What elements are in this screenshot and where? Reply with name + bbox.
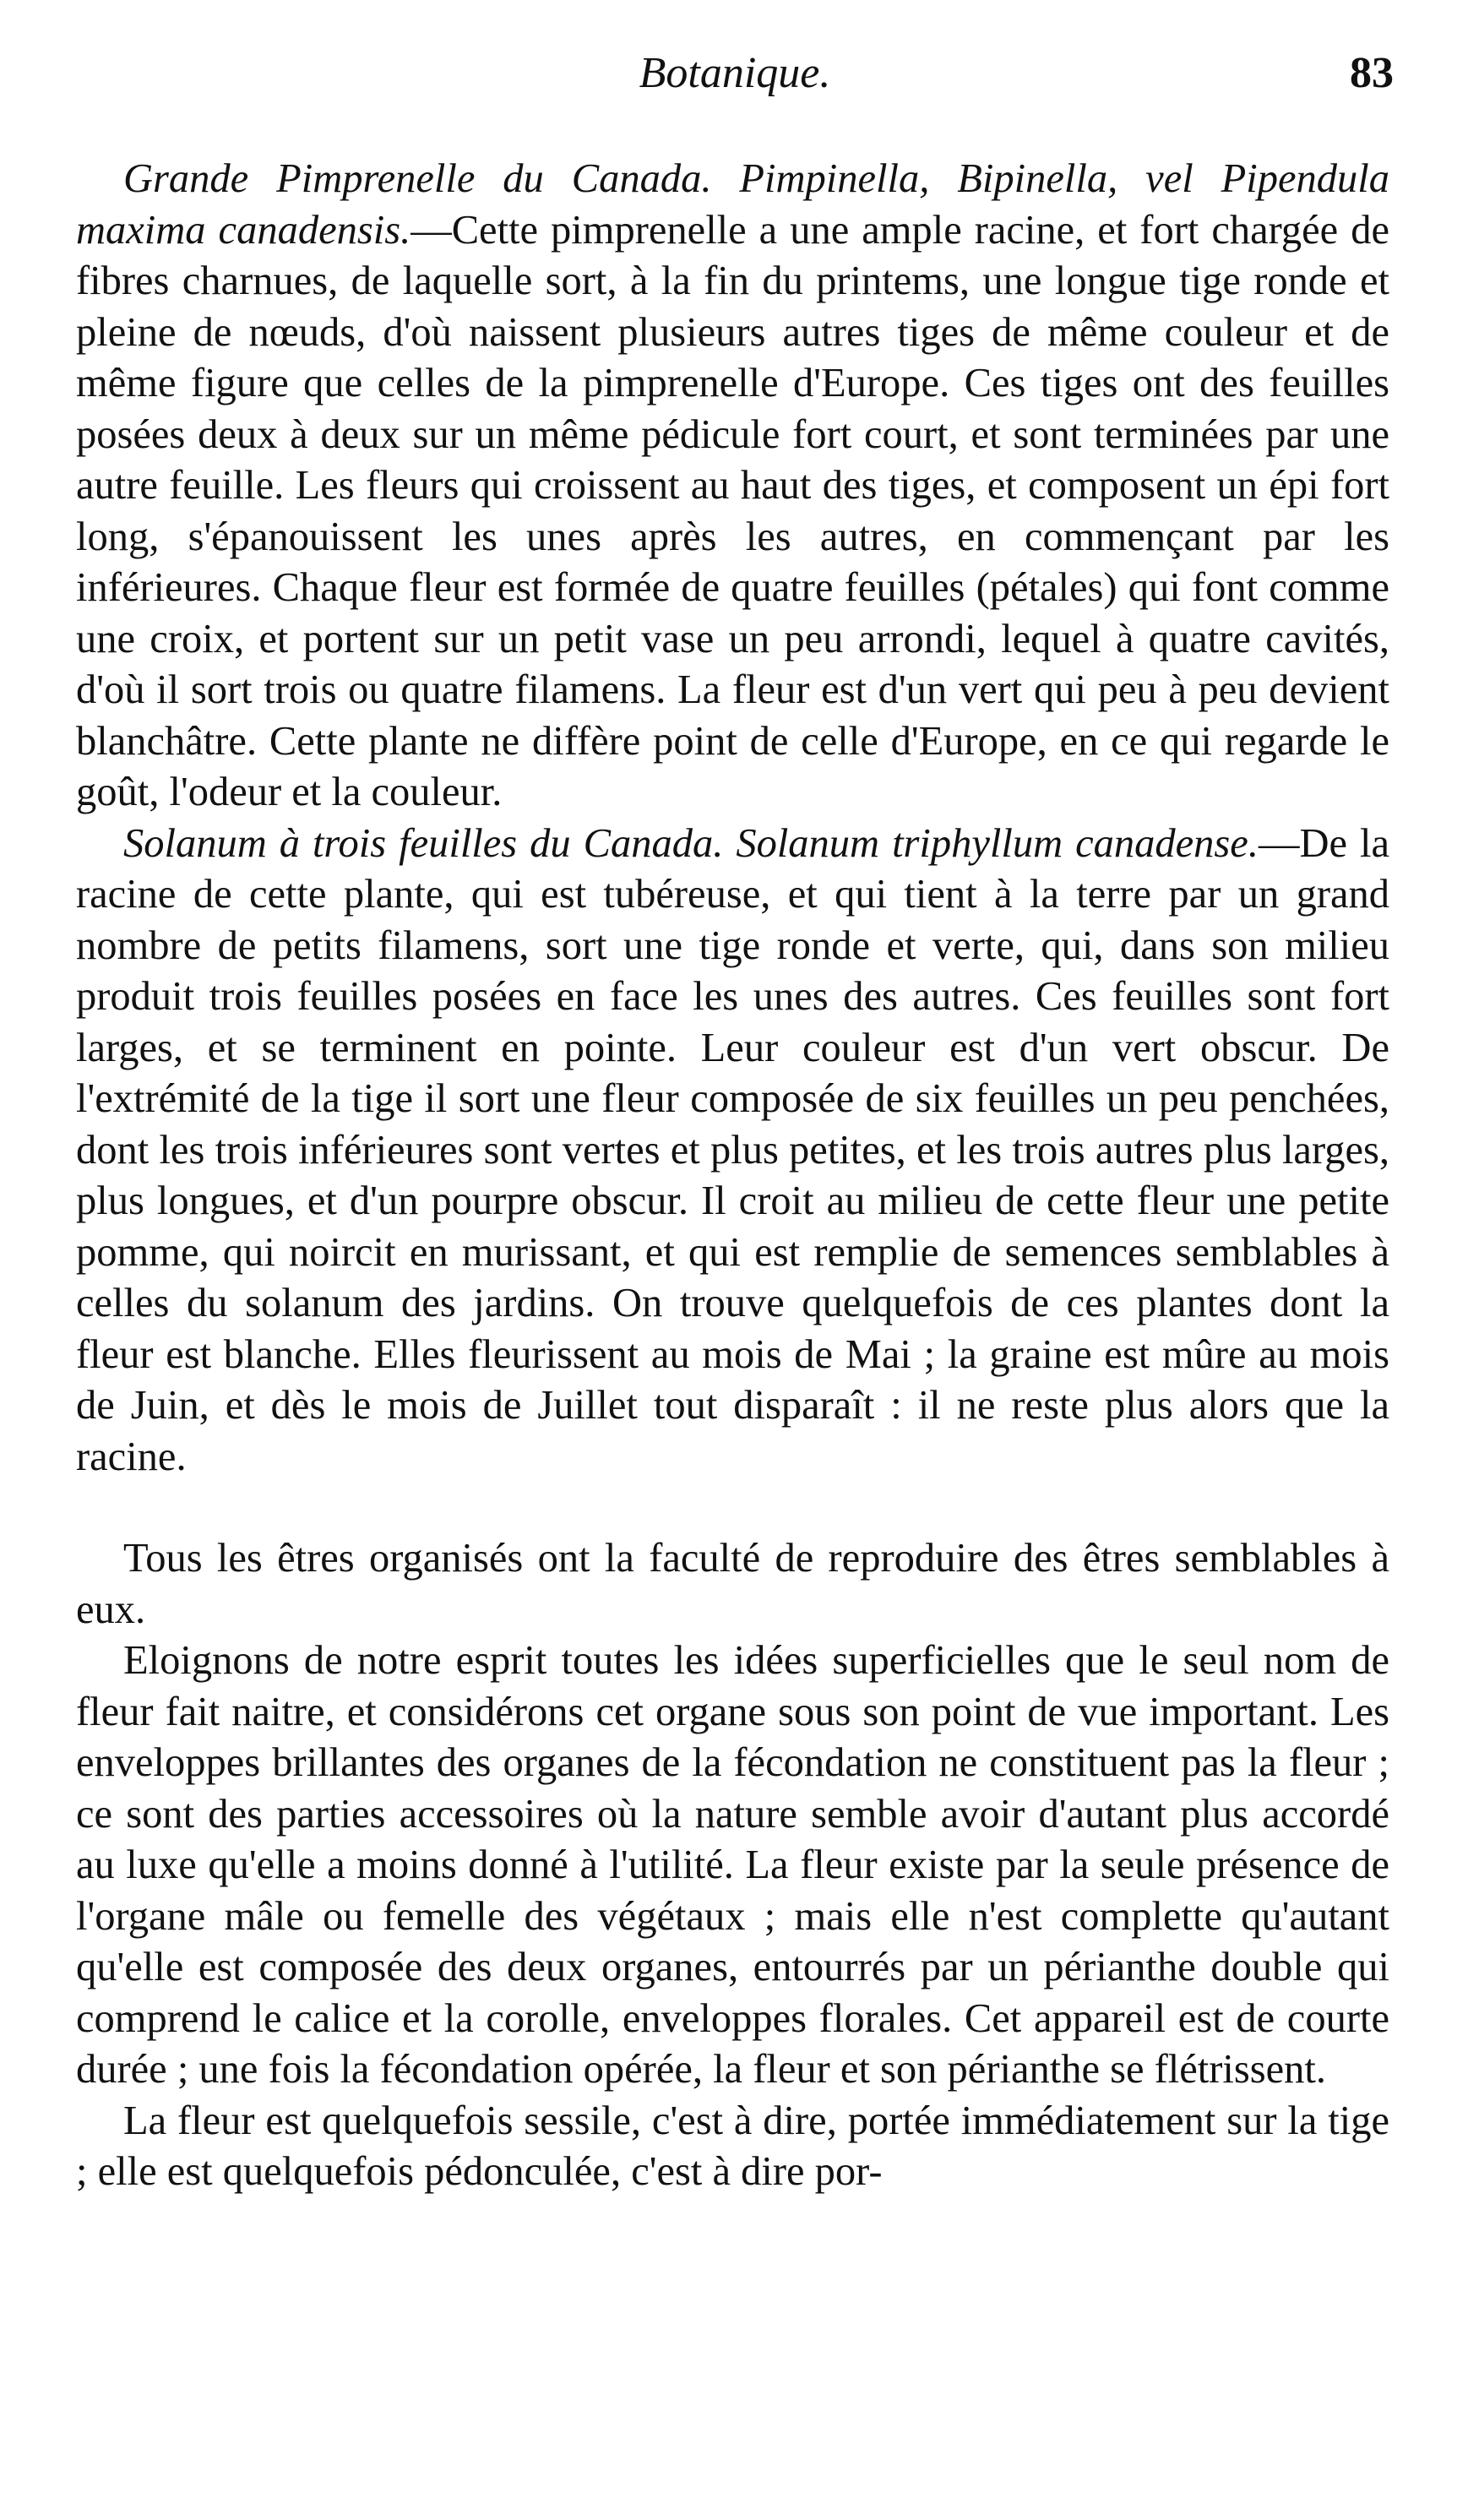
page-number: 83 — [1350, 49, 1394, 97]
paragraph-etres-organises — [76, 1533, 1389, 1636]
paragraph-lead-italic: Grande Pimprenelle du Canada. Pimpinella, Bipinella, vel Pipendula maxima canadensis. — [76, 156, 1389, 253]
paragraph-fleur-sessile — [76, 2096, 1389, 2198]
paragraph-lead-italic: Solanum à trois feuilles du Canada. Solanum triphyllum canadense. — [123, 820, 1259, 866]
paragraph-body: —De la racine de cette plante, qui est tubéreuse, et qui tient à la terre par un grand nombre de petits filamens, sort une tige ronde et verte, qui, dans son milieu produit trois feuilles posées en face les unes des autres. Ces feuilles sont fort larges, et se terminent en pointe. Leur couleur est d'un vert obscur. De l'extrémité de la tige il sort une fleur composée de six feuilles un peu penchées, dont les trois inférieures sont vertes et plus petites, et les trois autres plus larges, plus longues, et d'un pourpre obscur. Il croit au milieu de cette fleur une petite pomme, qui noircit en murissant, et qui est remplie de semences semblables à celles du solanum des jardins. On trouve quelquefois de ces plantes dont la fleur est blanche. Elles fleurissent au mois de Mai ; la graine est mûre au mois de Juin, et dès le mois de Juillet tout disparaît : il ne reste plus alors que la racine. — [76, 820, 1389, 1479]
running-head — [76, 44, 1394, 103]
paragraph-body: Tous les êtres organisés ont la faculté de reproduire des êtres semblables à eux. — [76, 1536, 1389, 1632]
paragraph-body: La fleur est quelquefois sessile, c'est à dire, portée immédiatement sur la tige ; elle est quelquefois pédonculée, c'est à dire por- — [76, 2098, 1389, 2194]
running-head-title: Botanique. — [639, 49, 831, 97]
paragraph-grande-pimprenelle — [76, 154, 1389, 819]
section-gap — [76, 1483, 1389, 1533]
body-text — [76, 154, 1389, 2198]
paragraph-eloignons — [76, 1636, 1389, 2096]
paragraph-solanum — [76, 819, 1389, 1483]
paragraph-body: —Cette pimprenelle a une ample racine, et fort chargée de fibres charnues, de laquelle sort, à la fin du printems, une longue tige ronde et pleine de nœuds, d'où naissent plusieurs autres tiges de même couleur et de même figure que celles de la pimprenelle d'Europe. Ces tiges ont des feuilles posées deux à deux sur un même pédicule fort court, et sont terminées par une autre feuille. Les fleurs qui croissent au haut des tiges, et composent un épi fort long, s'épanouissent les unes après les autres, en commençant par les inférieures. Chaque fleur est formée de quatre feuilles (pétales) qui font comme une croix, et portent sur un petit vase un peu arrondi, lequel à quatre cavités, d'où il sort trois ou quatre filamens. La fleur est d'un vert qui peu à peu devient blanchâtre. Cette plante ne diffère point de celle d'Europe, en ce qui regarde le goût, l'odeur et la couleur. — [76, 207, 1389, 814]
paragraph-body: Eloignons de notre esprit toutes les idées superficielles que le seul nom de fleur fait naitre, et considérons cet organe sous son point de vue important. Les enveloppes brillantes des organes de la fécondation ne constituent pas la fleur ; ce sont des parties accessoires où la nature semble avoir d'autant plus accordé au luxe qu'elle a moins donné à l'utilité. La fleur existe par la seule présence de l'organe mâle ou femelle des végétaux ; mais elle n'est complette qu'autant qu'elle est composée des deux organes, entourrés par un périanthe double qui comprend le calice et la corolle, enveloppes florales. Cet appareil est de courte durée ; une fois la fécondation opérée, la fleur et son périanthe se flétrissent. — [76, 1638, 1389, 2092]
